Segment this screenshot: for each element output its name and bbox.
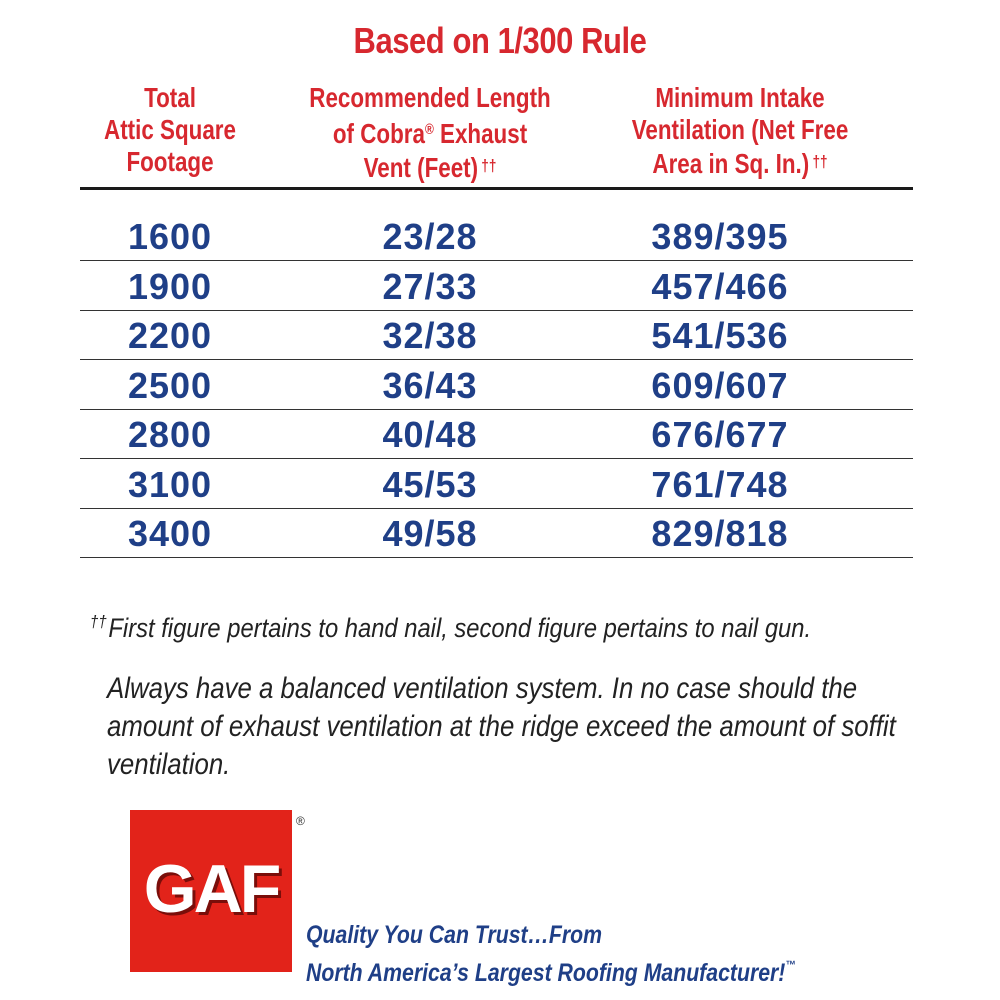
tagline-text: North America’s Largest Roofing Manufacturer!: [306, 959, 786, 987]
cell-length: 23/28: [382, 216, 478, 257]
header-line: [294, 150, 566, 184]
ventilation-table: [80, 213, 913, 558]
header-total-attic-square-footage: [82, 82, 258, 178]
cell-intake: 676/677: [651, 414, 789, 455]
header-line: [604, 146, 876, 180]
header-minimum-intake: [604, 82, 876, 180]
cell-length: 45/53: [382, 463, 478, 505]
balanced-ventilation-note: Always have a balanced ventilation system. In no case should the amount of exhaust ventilation at the ridge exceed the amount of soffit ventilation.: [107, 672, 896, 781]
header-line: Attic Square: [104, 114, 236, 145]
cell-sqft: 2800: [127, 414, 213, 455]
trademark-mark: ™: [785, 958, 796, 972]
table-row: [80, 362, 913, 410]
header-line: Ventilation (Net Free: [631, 114, 849, 145]
cell-length: 32/38: [382, 315, 478, 356]
cell-sqft: 2200: [127, 315, 213, 356]
cell-sqft: 3400: [127, 513, 213, 554]
header-recommended-length: [294, 82, 566, 184]
table-row: [80, 312, 913, 360]
registered-mark: ®: [296, 814, 305, 828]
dagger-mark: ††: [481, 156, 497, 175]
cell-length: 27/33: [382, 265, 478, 307]
cell-intake: 541/536: [651, 315, 789, 356]
table-row: [80, 213, 913, 261]
tagline: [306, 920, 796, 988]
cell-intake: 389/395: [651, 216, 789, 257]
cell-sqft: 1900: [127, 265, 213, 307]
cell-length: 40/48: [382, 414, 478, 455]
cell-intake: 761/748: [651, 463, 789, 505]
header-line: Minimum Intake: [655, 82, 825, 113]
cell-intake: 829/818: [651, 513, 789, 554]
cell-intake: 609/607: [651, 364, 789, 406]
cell-sqft: 1600: [127, 216, 213, 257]
header-text: Exhaust: [433, 118, 528, 149]
header-line: Footage: [126, 146, 214, 177]
header-line: [294, 114, 566, 150]
footnote: [90, 612, 864, 644]
cell-length: 36/43: [382, 364, 478, 406]
page-title: Based on 1/300 Rule: [353, 20, 647, 61]
table-row: [80, 263, 913, 311]
header-line: Recommended Length: [309, 82, 551, 113]
dagger-mark: ††: [90, 612, 107, 631]
gaf-logo-text: GAF: [143, 851, 279, 927]
gaf-logo: [130, 810, 292, 972]
header-text: Area in Sq. In.): [652, 148, 810, 179]
table-row: [80, 411, 913, 459]
table-row: [80, 510, 913, 558]
cell-length: 49/58: [382, 513, 478, 554]
footnote-text: First figure pertains to hand nail, second figure pertains to nail gun.: [108, 613, 812, 643]
tagline-line: [306, 950, 796, 988]
cell-sqft: 3100: [127, 463, 213, 505]
header-divider: [80, 187, 913, 190]
dagger-mark: ††: [812, 152, 828, 171]
header-line: Total: [144, 82, 196, 113]
cell-sqft: 2500: [127, 364, 213, 406]
header-text: Vent (Feet): [363, 152, 479, 183]
cell-intake: 457/466: [651, 265, 789, 307]
registered-mark: ®: [424, 121, 434, 138]
tagline-line: Quality You Can Trust…From: [306, 921, 602, 949]
table-row: [80, 461, 913, 509]
header-text: of Cobra: [332, 118, 425, 149]
